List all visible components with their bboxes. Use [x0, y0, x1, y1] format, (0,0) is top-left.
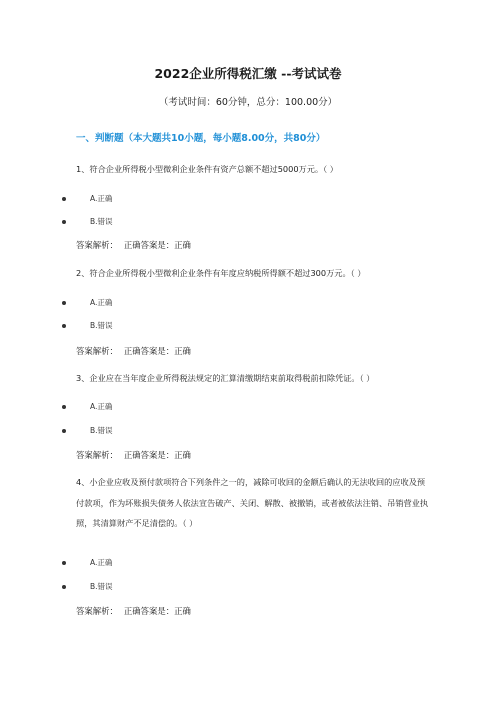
- option-label: B.错误: [90, 321, 113, 330]
- question-2-answer: [76, 345, 191, 357]
- question-3-answer: [76, 449, 191, 461]
- question-4-option-b[interactable]: [0, 581, 300, 595]
- option-label: B.错误: [90, 217, 113, 226]
- answer-value: 正确答案是：正确: [123, 606, 191, 616]
- exam-subtitle: （考试时间：60分钟，总分：100.00分）: [158, 97, 338, 108]
- question-2-text: 2、符合企业所得税小型微利企业条件有年度应纳税所得额不超过300万元。（ ）: [76, 268, 366, 278]
- option-label: B.错误: [90, 582, 113, 591]
- option-label: A.正确: [90, 298, 113, 307]
- question-4-answer: [76, 605, 191, 617]
- answer-value: 正确答案是：正确: [123, 346, 191, 356]
- question-1-text: 1、符合企业所得税小型微利企业条件有资产总额不超过5000万元。（ ）: [76, 164, 338, 174]
- bullet-icon: [62, 405, 66, 409]
- section-heading: 一、判断题（本大题共10小题，每小题8.00分，共80分）: [76, 133, 326, 144]
- answer-value: 正确答案是：正确: [123, 240, 191, 250]
- bullet-icon: [62, 220, 66, 224]
- exam-title: 2022企业所得税汇缴 --考试试卷: [154, 66, 342, 81]
- answer-label: 答案解析：: [76, 606, 118, 616]
- option-label: A.正确: [90, 402, 113, 411]
- question-4-text: 4、小企业应收及预付款项符合下列条件之一的，减除可收回的金额后确认的无法收回的应收及预付款项，作为坏账损失债务人依法宣告破产、关闭、解散、被撤销，或者被依法注销、吊销营业执照，其清算财产不足清偿的。（ ）: [76, 477, 429, 528]
- option-label: A.正确: [90, 194, 113, 203]
- question-3-option-b[interactable]: [0, 425, 300, 439]
- answer-label: 答案解析：: [76, 240, 118, 250]
- answer-label: 答案解析：: [76, 450, 118, 460]
- question-3-text: 3、企业应在当年度企业所得税法规定的汇算清缴期结束前取得税前扣除凭证。（ ）: [76, 373, 375, 383]
- question-1-answer: [76, 239, 191, 251]
- bullet-icon: [62, 197, 66, 201]
- question-2-option-b[interactable]: [0, 320, 300, 334]
- bullet-icon: [62, 324, 66, 328]
- bullet-icon: [62, 429, 66, 433]
- answer-value: 正确答案是：正确: [123, 450, 191, 460]
- option-label: B.错误: [90, 426, 113, 435]
- bullet-icon: [62, 585, 66, 589]
- bullet-icon: [62, 301, 66, 305]
- question-2-option-a[interactable]: [0, 297, 300, 311]
- option-label: A.正确: [90, 558, 113, 567]
- answer-label: 答案解析：: [76, 346, 118, 356]
- bullet-icon: [62, 561, 66, 565]
- question-4-option-a[interactable]: [0, 557, 300, 571]
- question-1-option-a[interactable]: [0, 193, 300, 207]
- question-3-option-a[interactable]: [0, 401, 300, 415]
- question-1-option-b[interactable]: [0, 216, 300, 230]
